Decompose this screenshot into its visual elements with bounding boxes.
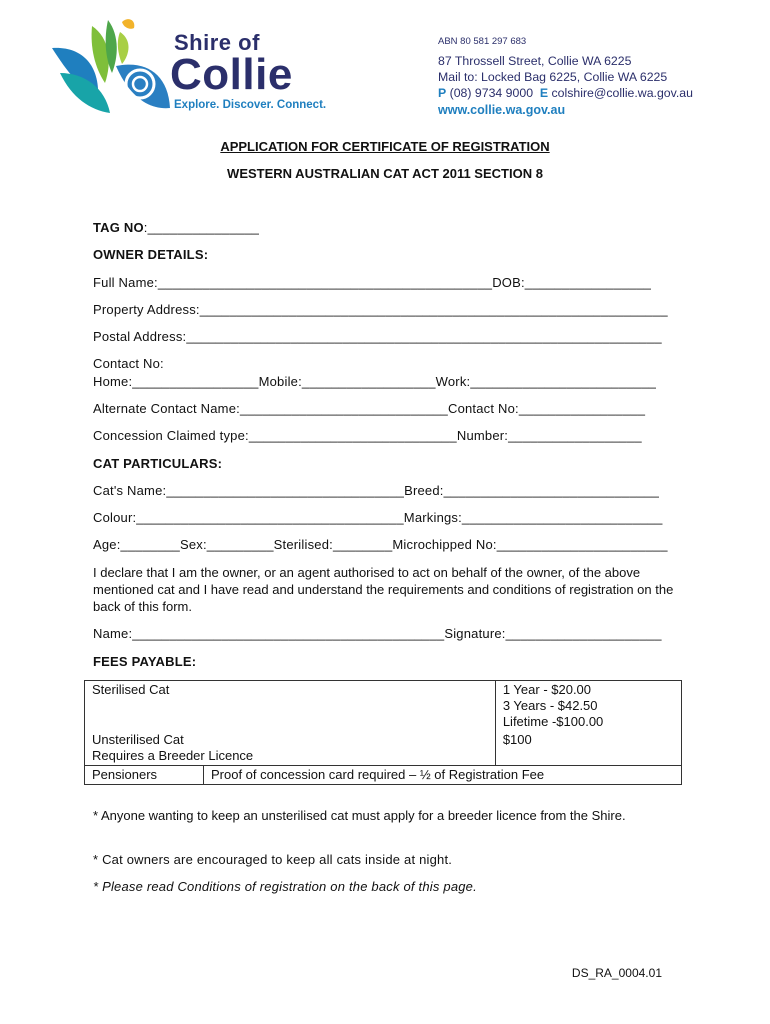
- fee-3-years: 3 Years - $42.50: [502, 698, 598, 713]
- tag-no-label: TAG NO: [93, 220, 144, 235]
- pensioners-label: Pensioners: [92, 767, 158, 782]
- full-name-dob-field[interactable]: Full Name:_____________________________________________DOB:_________________: [93, 275, 652, 290]
- table-row: [85, 681, 682, 732]
- phone-number: (08) 9734 9000: [449, 86, 534, 100]
- note-inside-at-night: * Cat owners are encouraged to keep all cats inside at night.: [93, 852, 453, 867]
- age-sex-microchip-field[interactable]: Age:________Sex:_________Sterilised:________Microchipped No:_______________________: [93, 537, 668, 552]
- owner-details-heading: OWNER DETAILS:: [93, 247, 209, 262]
- pensioners-fee: Proof of concession card required – ½ of Registration Fee: [211, 767, 545, 782]
- website-link[interactable]: www.collie.wa.gov.au: [438, 103, 566, 117]
- fees-table: [84, 680, 682, 785]
- sterilised-cat-label: Sterilised Cat: [92, 682, 170, 697]
- postal-address-field[interactable]: Postal Address:________________________________________________________________: [93, 329, 662, 344]
- fees-heading: FEES PAYABLE:: [93, 654, 197, 669]
- breeder-licence-note: Requires a Breeder Licence: [92, 748, 254, 763]
- street-address: 87 Throssell Street, Collie WA 6225: [438, 54, 632, 68]
- logo-tagline: Explore. Discover. Connect.: [174, 99, 327, 111]
- name-signature-field[interactable]: Name:__________________________________________Signature:_____________________: [93, 626, 662, 641]
- unsterilised-cat-label: Unsterilised Cat: [92, 732, 184, 747]
- declaration-text: I declare that I am the owner, or an agent authorised to act on behalf of the owner, of the above mentioned cat and I have read and understand the requirements and conditions of registration on the back of this form.: [93, 565, 674, 614]
- unsterilised-cat-cell: [85, 731, 496, 766]
- contact-no-label: Contact No:: [93, 356, 164, 371]
- form-title: APPLICATION FOR CERTIFICATE OF REGISTRATION: [220, 139, 550, 154]
- abn-text: ABN 80 581 297 683: [438, 36, 527, 47]
- phone-label: P: [438, 86, 447, 100]
- phone-numbers-field[interactable]: Home:_________________Mobile:__________________Work:_________________________: [93, 374, 657, 389]
- note-breeder-licence: * Anyone wanting to keep an unsterilised cat must apply for a breeder licence from the Shire.: [93, 808, 626, 823]
- sterilised-fees-cell: [495, 681, 681, 732]
- pensioners-fee-cell: [204, 766, 682, 785]
- form-subtitle: WESTERN AUSTRALIAN CAT ACT 2011 SECTION 8: [227, 166, 543, 181]
- logo-emblem-icon: [50, 18, 175, 116]
- email-label: E: [539, 86, 549, 100]
- table-row: [85, 731, 682, 766]
- phone-email-line: [438, 85, 693, 101]
- unsterilised-fee-cell: [495, 731, 681, 766]
- sterilised-cat-cell: [85, 681, 496, 732]
- fee-lifetime: Lifetime -$100.00: [502, 714, 604, 729]
- unsterilised-fee: $100: [502, 732, 532, 747]
- table-row: [85, 766, 682, 785]
- form-code: DS_RA_0004.01: [571, 966, 662, 980]
- fee-1-year: 1 Year - $20.00: [502, 682, 592, 697]
- logo-text-shire-of: Shire of: [174, 30, 260, 55]
- cat-particulars-heading: CAT PARTICULARS:: [93, 456, 223, 471]
- property-address-field[interactable]: Property Address:_______________________________________________________________: [93, 302, 668, 317]
- cat-name-breed-field[interactable]: Cat's Name:________________________________Breed:_____________________________: [93, 483, 660, 498]
- mail-address: Mail to: Locked Bag 6225, Collie WA 6225: [438, 70, 668, 84]
- tag-no-row: [93, 220, 259, 235]
- concession-field[interactable]: Concession Claimed type:____________________________Number:__________________: [93, 428, 642, 443]
- contact-block: [438, 36, 693, 119]
- colour-markings-field[interactable]: Colour:____________________________________Markings:___________________________: [93, 510, 663, 525]
- note-conditions: * Please read Conditions of registration on the back of this page.: [93, 879, 477, 894]
- pensioners-cell: [85, 766, 204, 785]
- logo-text-collie: Collie: [170, 50, 293, 99]
- alternate-contact-field[interactable]: Alternate Contact Name:____________________________Contact No:_________________: [93, 401, 646, 416]
- tag-no-field[interactable]: :_______________: [143, 220, 260, 235]
- email-link[interactable]: colshire@collie.wa.gov.au: [551, 86, 693, 100]
